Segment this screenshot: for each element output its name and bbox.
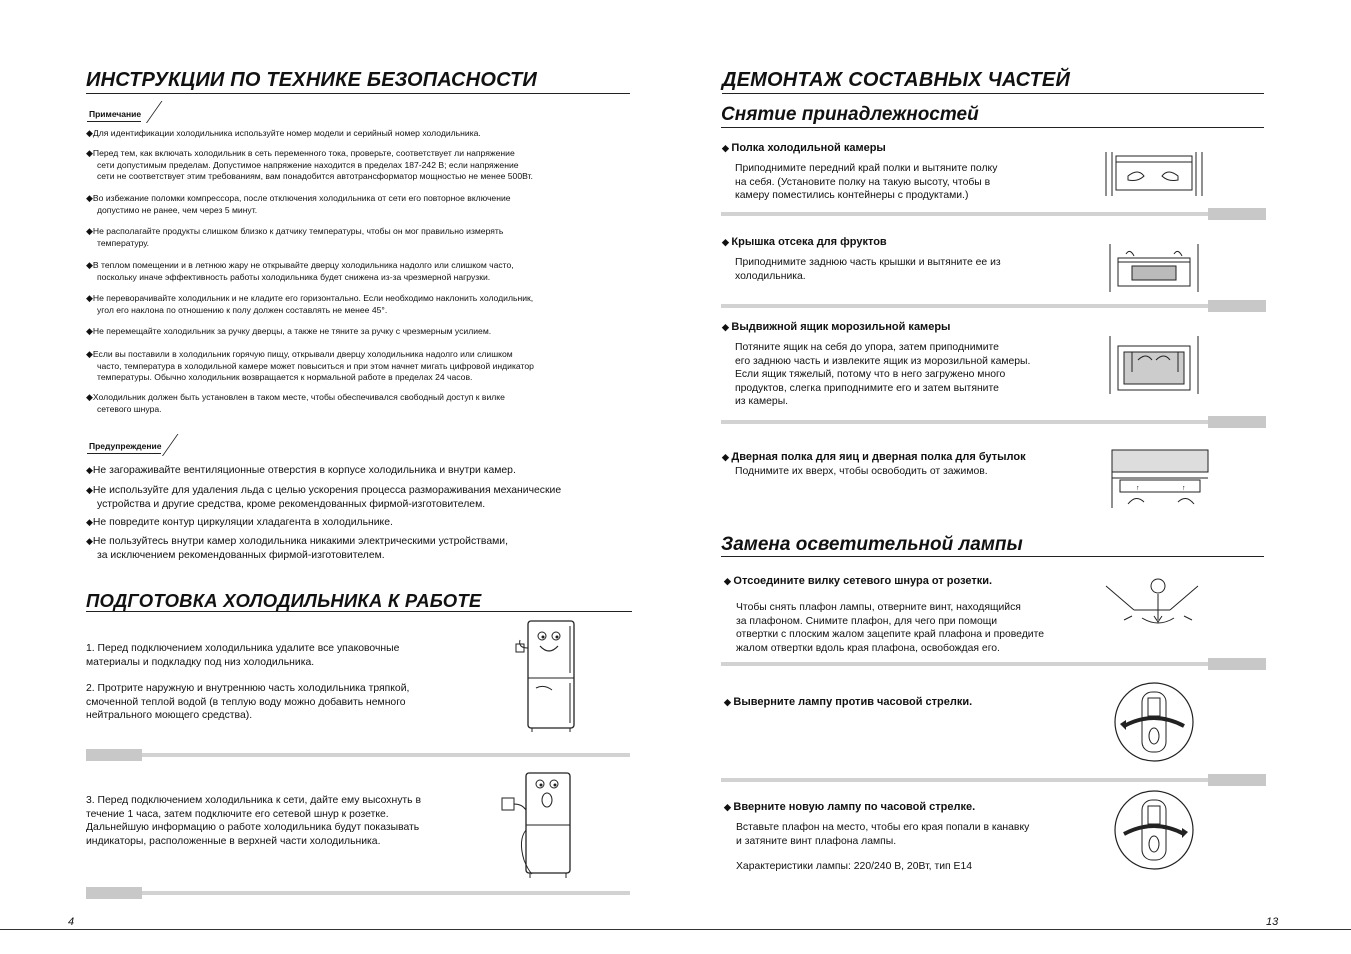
lamp-spec: Характеристики лампы: 220/240 В, 20Вт, тип Е14 bbox=[736, 861, 973, 872]
lamp-step-heading bbox=[724, 801, 975, 813]
bullet-text: Во избежание поломки компрессора, после отключения холодильника от сети его повторное включение bbox=[92, 193, 511, 203]
prep-underline bbox=[86, 611, 632, 612]
bullet-item bbox=[86, 392, 505, 415]
lamp-step-heading-text: Выверните лампу против часовой стрелки. bbox=[733, 696, 973, 708]
step-line: Дальнейшую информацию о работе холодильника будут показывать bbox=[86, 822, 420, 833]
bullet-line: угол его наклона по отношению к полу должен составлять не менее 45°. bbox=[97, 304, 388, 315]
diamond-bullet-icon: ◆ bbox=[724, 576, 734, 586]
lamp-step-body-line: Чтобы снять плафон лампы, отверните винт, находящийся bbox=[736, 602, 1021, 613]
bullet-text: Если вы поставили в холодильник горячую пищу, открывали дверцу холодильника надолго или слишком bbox=[92, 349, 513, 359]
divider-bar bbox=[721, 662, 1266, 666]
warning-tag: Предупреждение bbox=[87, 441, 161, 454]
fruit-cover-removal-figure bbox=[1108, 240, 1200, 296]
section-heading bbox=[722, 321, 950, 333]
page-bottom-line bbox=[0, 929, 1351, 930]
section-body bbox=[735, 341, 1030, 409]
section-body-line: Потяните ящик на себя до упора, затем приподнимите bbox=[735, 342, 999, 353]
bullet-item bbox=[86, 260, 514, 283]
lamp-step-body-line: Вставьте плафон на место, чтобы его края попали в канавку bbox=[736, 822, 1030, 833]
diamond-bullet-icon: ◆ bbox=[86, 148, 93, 158]
bullet-line: поскольку иначе эффективность работы холодильника будет снижена из-за чрезмерной нагрузки. bbox=[97, 271, 491, 282]
step-item bbox=[86, 682, 409, 723]
diamond-bullet-icon: ◆ bbox=[86, 465, 93, 475]
section-body bbox=[735, 465, 988, 479]
lamp-step-body-line: и затяните винт плафона лампы. bbox=[736, 835, 897, 847]
divider-bar bbox=[721, 304, 1266, 308]
bullet-line: температуры. Обычно холодильник возвращается к нормальной работе в пределах 24 часов. bbox=[97, 372, 473, 382]
lamp-step-heading-text: Отсоедините вилку сетевого шнура от розетки. bbox=[733, 575, 993, 587]
bullet-text: Холодильник должен быть установлен в таком месте, чтобы обеспечивался свободный доступ к вилке bbox=[92, 392, 505, 402]
diamond-bullet-icon: ◆ bbox=[86, 293, 93, 303]
page-number-right: 13 bbox=[1266, 916, 1279, 928]
step-line: 1. Перед подключением холодильника удалите все упаковочные bbox=[86, 643, 400, 654]
step-line: нейтрального моющего средства). bbox=[86, 710, 253, 721]
lamp-step-heading-text: Вверните новую лампу по часовой стрелке. bbox=[733, 801, 976, 813]
step-line: 2. Протрите наружную и внутреннюю часть холодильника тряпкой, bbox=[86, 683, 410, 694]
divider-bar bbox=[721, 420, 1266, 424]
bullet-text: В теплом помещении и в летнюю жару не открывайте дверцу холодильника надолго или слишком часто, bbox=[92, 260, 514, 270]
diamond-bullet-icon: ◆ bbox=[86, 260, 93, 270]
svg-text:↑: ↑ bbox=[1182, 485, 1186, 492]
lamp-step-body bbox=[736, 821, 1029, 848]
bullet-line bbox=[86, 515, 393, 530]
bullet-item bbox=[86, 128, 481, 140]
bullet-line: сети не соответствует этим требованиям, вам понадобится автотрансформатор мощностью не менее 500Вт. bbox=[97, 171, 533, 181]
diamond-bullet-icon: ◆ bbox=[86, 517, 93, 527]
section-heading-text: Дверная полка для яиц и дверная полка для бутылок bbox=[731, 451, 1026, 463]
bullet-line: сети допустимым пределам. Допустимое напряжение находится в пределах 187-242 В; если напряжение bbox=[97, 159, 519, 170]
bullet-line bbox=[86, 226, 503, 238]
bullet-line: сетевого шнура. bbox=[97, 403, 162, 414]
bullet-line bbox=[86, 349, 534, 361]
lamp-screw-in-figure bbox=[1112, 788, 1196, 872]
diamond-bullet-icon: ◆ bbox=[724, 802, 734, 812]
title-underline bbox=[722, 93, 1264, 94]
section-heading-text: Полка холодильной камеры bbox=[731, 142, 886, 154]
bullet-item bbox=[86, 515, 393, 530]
divider-bar bbox=[721, 778, 1266, 782]
bullet-text: Не загораживайте вентиляционные отверстия в корпусе холодильника и внутри камер. bbox=[92, 465, 516, 476]
bullet-item bbox=[86, 534, 508, 563]
diamond-bullet-icon: ◆ bbox=[724, 697, 734, 707]
divider-bar bbox=[86, 753, 630, 757]
diamond-bullet-icon: ◆ bbox=[722, 452, 732, 462]
bullet-item bbox=[86, 226, 503, 249]
fridge-mascot-thumbs-up-figure bbox=[512, 618, 582, 733]
lamp-step-heading bbox=[724, 696, 972, 708]
tag-slash bbox=[162, 434, 178, 456]
lamp-unscrew-figure bbox=[1112, 680, 1196, 764]
bullet-text: Не пользуйтесь внутри камер холодильника никакими электрическими устройствами, bbox=[92, 536, 508, 547]
bullet-line: часто, температура в холодильной камере может повыситься и при этом начнет мигать цифровой индикатор bbox=[97, 360, 534, 371]
section-body-line: продуктов, слегка приподнимите его и затем вытяните bbox=[735, 382, 999, 394]
bullet-line bbox=[86, 193, 511, 205]
section-heading bbox=[722, 142, 886, 154]
lamp-step-heading bbox=[724, 575, 992, 587]
lamp-step-body-line: отвертки с плоским жалом зацепите край плафона и проведите bbox=[736, 629, 1045, 640]
bullet-item bbox=[86, 463, 516, 478]
bullet-line: температуру. bbox=[97, 237, 150, 248]
bullet-line: за исключением рекомендованных фирмой-изготовителем. bbox=[97, 550, 385, 561]
bullet-text: Не используйте для удаления льда с целью ускорения процесса размораживания механические bbox=[92, 485, 562, 496]
bullet-text: Не перемещайте холодильник за ручку дверцы, а также не тяните за ручку с чрезмерным усилием. bbox=[92, 326, 492, 336]
diamond-bullet-icon: ◆ bbox=[722, 322, 732, 332]
section-body-line: Поднимите их вверх, чтобы освободить от зажимов. bbox=[735, 466, 988, 477]
title-underline bbox=[86, 93, 630, 94]
lamp-step-body-line: за плафоном. Снимите плафон, для чего при помощи bbox=[736, 615, 998, 627]
section-body-line: его заднюю часть и извлеките ящик из морозильной камеры. bbox=[735, 355, 1031, 367]
section-heading-text: Крышка отсека для фруктов bbox=[731, 236, 887, 248]
bullet-line bbox=[86, 534, 508, 549]
bullet-line bbox=[86, 463, 516, 478]
bullet-text: Для идентификации холодильника используйте номер модели и серийный номер холодильника. bbox=[92, 128, 481, 138]
divider-tab bbox=[1208, 658, 1266, 670]
diamond-bullet-icon: ◆ bbox=[86, 485, 93, 495]
step-line: индикаторы, расположенные в верхней части холодильника. bbox=[86, 835, 381, 847]
bullet-line bbox=[86, 148, 533, 160]
bullet-line bbox=[86, 293, 533, 305]
section-heading bbox=[722, 451, 1026, 463]
divider-bar bbox=[721, 212, 1266, 216]
divider-bar bbox=[86, 891, 630, 895]
note-tag: Примечание bbox=[87, 109, 141, 122]
lamp-subtitle: Замена осветительной лампы bbox=[721, 534, 1023, 555]
divider-tab bbox=[1208, 416, 1266, 428]
diamond-bullet-icon: ◆ bbox=[86, 392, 93, 402]
diamond-bullet-icon: ◆ bbox=[86, 226, 93, 236]
left-page-title: ИНСТРУКЦИИ ПО ТЕХНИКЕ БЕЗОПАСНОСТИ bbox=[86, 69, 537, 91]
fridge-mascot-plugging-in-figure bbox=[498, 770, 578, 880]
step-line: материалы и подкладку под низ холодильника. bbox=[86, 656, 315, 668]
shelf-removal-figure bbox=[1104, 146, 1204, 202]
page-number-left: 4 bbox=[68, 916, 75, 928]
accessories-subtitle: Снятие принадлежностей bbox=[721, 104, 979, 125]
divider-tab bbox=[1208, 774, 1266, 786]
section-body-line: камеру поместились контейнеры с продуктами.) bbox=[735, 190, 969, 201]
section-body-line: Приподнимите заднюю часть крышки и вытяните ее из bbox=[735, 257, 1001, 268]
section-body bbox=[735, 256, 1001, 283]
divider-tab bbox=[86, 749, 142, 761]
bullet-line bbox=[86, 392, 505, 404]
lamp-cover-screw-figure bbox=[1104, 576, 1200, 628]
section-heading bbox=[722, 236, 887, 248]
section-body-line: на себя. (Установите полку на такую высоту, чтобы в bbox=[735, 176, 991, 188]
diamond-bullet-icon: ◆ bbox=[86, 326, 93, 336]
freezer-drawer-removal-figure bbox=[1108, 332, 1200, 398]
bullet-item bbox=[86, 349, 534, 384]
step-line: 3. Перед подключением холодильника к сети, дайте ему высохнуть в bbox=[86, 795, 421, 806]
step-line: смоченной теплой водой (в теплую воду можно добавить немного bbox=[86, 696, 406, 708]
divider-tab bbox=[86, 887, 142, 899]
section-heading-text: Выдвижной ящик морозильной камеры bbox=[731, 321, 951, 333]
door-shelf-removal-figure bbox=[1110, 446, 1210, 512]
lamp-step-body bbox=[736, 601, 1044, 655]
divider-tab bbox=[1208, 300, 1266, 312]
step-item bbox=[86, 794, 421, 848]
section-body-line: из камеры. bbox=[735, 396, 789, 407]
diamond-bullet-icon: ◆ bbox=[86, 193, 93, 203]
bullet-text: Не располагайте продукты слишком близко к датчику температуры, чтобы он мог правильно измерять bbox=[92, 226, 504, 236]
tag-slash bbox=[146, 101, 162, 123]
bullet-item bbox=[86, 148, 533, 183]
bullet-item bbox=[86, 293, 533, 316]
diamond-bullet-icon: ◆ bbox=[722, 143, 732, 153]
bullet-item bbox=[86, 483, 561, 512]
diamond-bullet-icon: ◆ bbox=[86, 128, 93, 138]
bullet-text: Перед тем, как включать холодильник в сеть переменного тока, проверьте, соответствует ли напряжение bbox=[92, 148, 515, 158]
diamond-bullet-icon: ◆ bbox=[86, 349, 93, 359]
bullet-line bbox=[86, 326, 491, 338]
bullet-line bbox=[86, 483, 561, 498]
lamp-step-body-line: жалом отвертки вдоль края плафона, освобождая его. bbox=[736, 642, 1000, 654]
diamond-bullet-icon: ◆ bbox=[722, 237, 732, 247]
bullet-item bbox=[86, 326, 491, 338]
right-page-title: ДЕМОНТАЖ СОСТАВНЫХ ЧАСТЕЙ bbox=[722, 69, 1071, 91]
bullet-line bbox=[86, 128, 481, 140]
lamp-subtitle-underline bbox=[721, 556, 1264, 557]
step-item bbox=[86, 642, 399, 669]
divider-tab bbox=[1208, 208, 1266, 220]
bullet-text: Не повредите контур циркуляции хладагента в холодильнике. bbox=[92, 517, 393, 528]
svg-text:↑: ↑ bbox=[1136, 485, 1140, 492]
bullet-item bbox=[86, 193, 511, 216]
bullet-line: устройства и другие средства, кроме рекомендованных фирмой-изготовителем. bbox=[97, 499, 486, 510]
section-body-line: Если ящик тяжелый, потому что в него загружено много bbox=[735, 369, 1006, 380]
prep-title: ПОДГОТОВКА ХОЛОДИЛЬНИКА К РАБОТЕ bbox=[86, 590, 482, 611]
bullet-text: Не переворачивайте холодильник и не кладите его горизонтально. Если необходимо наклонить холодильник, bbox=[92, 293, 534, 303]
section-body bbox=[735, 162, 997, 203]
subtitle-underline bbox=[721, 127, 1264, 128]
step-line: течение 1 часа, затем подключите его сетевой шнур к розетке. bbox=[86, 808, 389, 820]
section-body-line: холодильника. bbox=[735, 270, 806, 282]
bullet-line: допустимо не ранее, чем через 5 минут. bbox=[97, 204, 258, 215]
diamond-bullet-icon: ◆ bbox=[86, 536, 93, 546]
bullet-line bbox=[86, 260, 514, 272]
section-body-line: Приподнимите передний край полки и вытяните полку bbox=[735, 163, 998, 174]
